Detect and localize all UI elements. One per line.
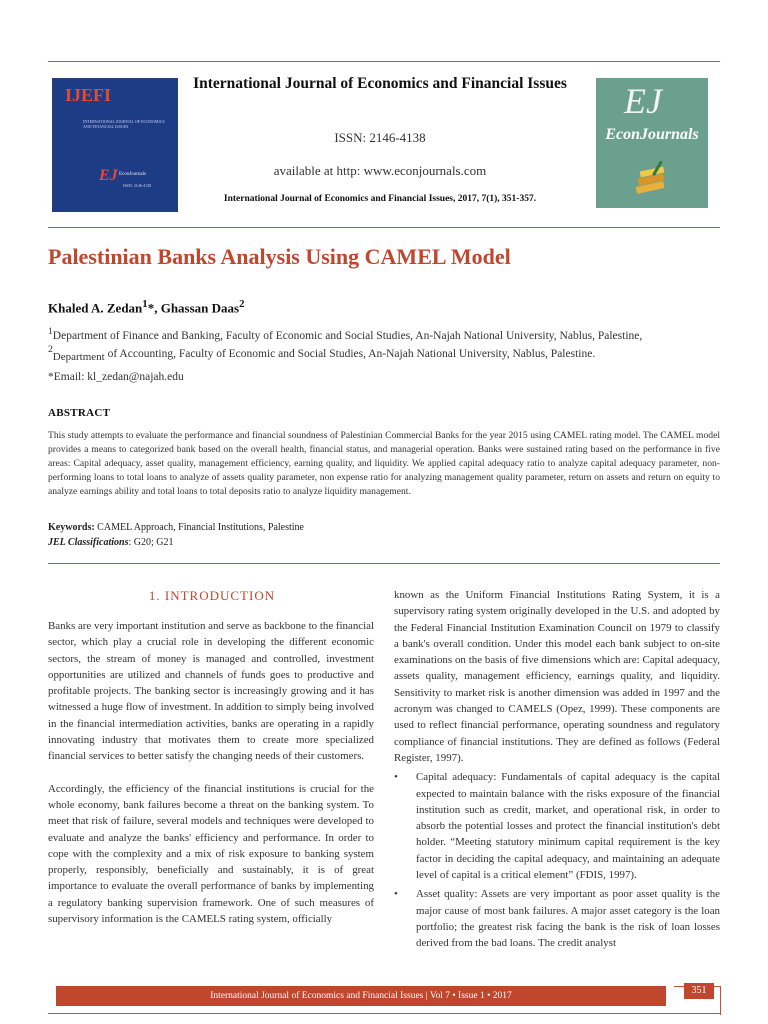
paper-title: Palestinian Banks Analysis Using CAMEL Model: [48, 244, 511, 269]
affiliation-marker: 2: [239, 298, 245, 310]
citation: International Journal of Economics and Financial Issues, 2017, 7(1), 351-357.: [223, 194, 537, 204]
issn: ISSN: 2146-4138: [334, 130, 426, 145]
header-top-rule: [48, 61, 720, 62]
paragraph: Banks are very important institution and serve as backbone to the financial sector, which play a crucial role in developing the different economic sectors, the stream of money is managed and controlled, investment opportunities are utilized and channels of funds goes to productive and profitable projects. The banking sector is increasingly growing and it has witnessed a huge flow of investment. In addition to simply being involved in the financial intermediation activities, banks are operating in a rapidly innovating industry that motivates them to create more specialized financial services to better satisfy the changing needs of their customers.: [48, 620, 374, 763]
header-bottom-rule: [48, 227, 720, 228]
paragraph: known as the Uniform Financial Institutions Rating System, it is a supervisory rating system originally developed in the U.S. and adopted by the Federal Financial Institution Examination Council on 1979 to classify a bank's overall condition. Under this model each bank subject to on-site examinations on the basis of five dimensions which are: Capital adequacy, assets quality, management efficiency, earnings quality, and liquidity. Sensitivity to market risk is another dimension was added in 1997 and the acronym was changed to CAMELS (Opez, 1999). These components are used to reflect financial performance, operating soundness and regulatory compliance of financial institutions. They are defined as follows (Federal Register, 1997).: [394, 589, 720, 764]
author-list: [48, 298, 245, 316]
jel-value: : G20; G21: [128, 537, 174, 548]
journal-cover-thumbnail: [52, 78, 178, 212]
cover-subtitle: INTERNATIONAL JOURNAL OF ECONOMICS AND FINANCIAL ISSUES: [83, 119, 165, 129]
list-item: • Asset quality: Assets are very important as poor asset quality is the major cause of most bank failures. A major asset category is the loan portfolio; the greatest risk facing the bank is the risk of loan losses derived from the bad loans. The credit analyst: [394, 886, 720, 951]
contact-email[interactable]: *Email: kl_zedan@najah.edu: [48, 371, 184, 383]
cover-mark-text: EconJournals: [119, 172, 146, 177]
affiliation-marker: 2: [48, 344, 53, 355]
abstract-heading: ABSTRACT: [48, 407, 111, 419]
cover-title: IJEFI: [65, 85, 112, 105]
affiliation-2: [48, 344, 596, 363]
books-icon: [632, 160, 672, 200]
section-heading: 1. INTRODUCTION: [148, 588, 276, 603]
page-number: 351: [684, 983, 714, 999]
keywords-value: CAMEL Approach, Financial Institutions, Palestine: [94, 522, 304, 533]
author-name: Khaled A. Zedan: [48, 300, 143, 316]
right-column: [394, 587, 720, 952]
author-separator: *,: [147, 300, 161, 316]
cover-footer: ISSN: 2146-4138: [123, 183, 152, 188]
footer-bar: International Journal of Economics and Financial Issues | Vol 7 • Issue 1 • 2017: [56, 986, 666, 1006]
cover-mark: EJ: [99, 167, 118, 184]
footer-rule: [48, 1013, 720, 1014]
paragraph: Accordingly, the efficiency of the financial institutions is crucial for the whole economy, bank failures become a threat on the banking system. To meet that risk of failure, several models and techniques were developed to evaluate and analyze the banks' efficiency and performance. In order to cope with the complexity and a mix of risk exposure to banking system properly, responsibly, beneficially and sustainably, it is of great importance to evaluate the overall performance of banks by implementing a regulatory banking supervision framework. One of such measures of supervisory information is the CAMELS rating system, officially: [48, 782, 374, 926]
affiliation-marker: 1: [142, 298, 148, 310]
econjournals-logo: [596, 78, 708, 208]
affiliation-text: Department: [52, 350, 105, 363]
abstract-rule: [48, 563, 720, 564]
logo-name: EconJournals: [605, 126, 699, 143]
list-item: • Capital adequacy: Fundamentals of capital adequacy is the capital expected to maintain balance with the risks exposure of the financial institution such as credit, market, and operational risk, in order to absorb the potential losses and protect the financial institution's debt holder. “Meeting statutory minimum capital requirement is the key factor in deciding the capital adequacy, and maintaining an adequate level of capital is a critical element” (FDIS, 1997).: [394, 769, 720, 883]
keywords: [48, 522, 304, 533]
abstract-text: This study attempts to evaluate the performance and financial soundness of Palestinian Commercial Banks for the year 2015 using CAMEL rating model. The CAMEL model provides a means to categorized bank based on the overall health, financial status, and managerial operation. Banks were sustained rating based on the performance in five areas: Capital adequacy, asset quality, management efficiency, earning quality, and liquidity. We applied capital adequacy ratio to analyze capital adequacy parameter, non-performing loans to total loans to analyze of assets quality parameter, non expense ratio for analyzing management quality parameter, return on assets and return on equity to analyze earnings ability and total loans to total deposits ratio to analyze liquidity management.: [48, 430, 720, 498]
affiliation-text: Department of Finance and Banking, Faculty of Economic and Social Studies, An-Najah National University, Nablus, Palestine,: [52, 329, 643, 342]
jel-classifications: [48, 537, 173, 548]
keywords-label: Keywords:: [48, 522, 95, 533]
left-column: [48, 618, 374, 927]
jel-label: JEL Classifications: [48, 537, 129, 548]
affiliation-text: of Accounting, Faculty of Economic and Social Studies, An-Najah National University, Nablus, Palestine.: [104, 347, 596, 360]
affiliation-marker: 1: [48, 326, 53, 337]
affiliation-1: [48, 326, 642, 342]
availability-url[interactable]: available at http: www.econjournals.com: [273, 163, 487, 178]
journal-title: International Journal of Economics and Financial Issues: [193, 75, 567, 92]
logo-initials: EJ: [624, 81, 662, 121]
author-name: Ghassan Daas: [160, 300, 240, 316]
